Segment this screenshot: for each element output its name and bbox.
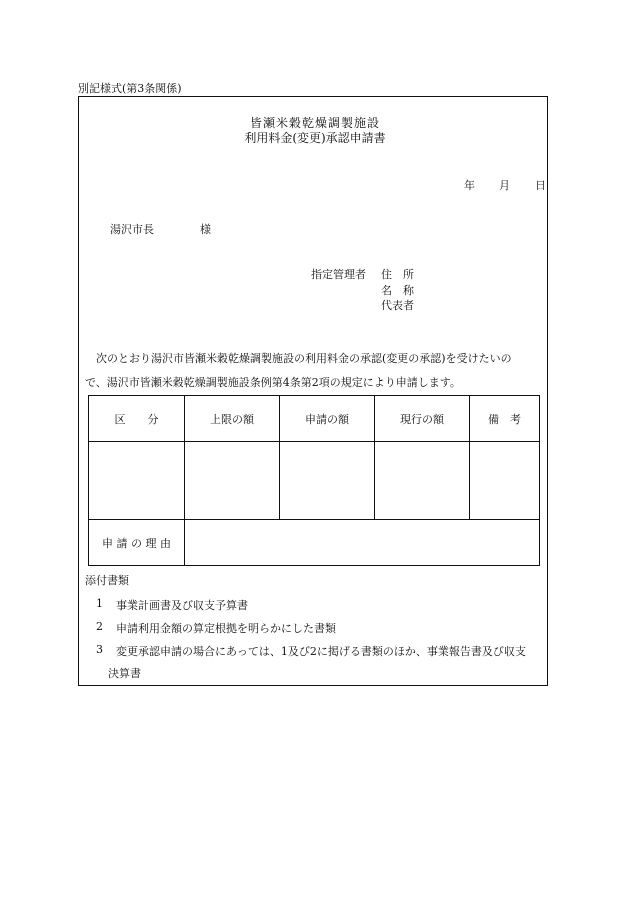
reason-cell: [185, 520, 540, 566]
date-year-label: 年: [464, 179, 475, 192]
applicant-address-label: 住 所: [381, 268, 414, 281]
attachment-number: 3: [96, 643, 103, 656]
header-remarks: 備 考: [470, 396, 540, 442]
attachment-text: 事業計画書及び収支予算書: [116, 599, 248, 612]
fee-table: [88, 395, 540, 566]
cell-current-amount: [375, 442, 470, 520]
addressee-honorific: 様: [200, 223, 211, 236]
cell-category: [89, 442, 185, 520]
attachment-text-continued: 決算書: [108, 667, 141, 680]
header-upper-limit: 上限の額: [185, 396, 280, 442]
body-text-line2: で、湯沢市皆瀬米穀乾燥調製施設条例第4条第2項の規定により申請します。: [85, 376, 461, 389]
cell-upper-limit: [185, 442, 280, 520]
table-header-row: [89, 396, 540, 442]
applicant-label: 指定管理者: [311, 268, 366, 281]
attachment-text: 変更承認申請の場合にあっては、1及び2に掲げる書類のほか、事業報告書及び収支: [116, 645, 526, 658]
cell-requested-amount: [280, 442, 375, 520]
header-category: 区 分: [89, 396, 185, 442]
cell-remarks: [470, 442, 540, 520]
table-row: [89, 442, 540, 520]
attachments-title: 添付書類: [85, 574, 129, 587]
attachment-number: 1: [96, 597, 103, 610]
header-requested-amount: 申請の額: [280, 396, 375, 442]
date-day-label: 日: [535, 179, 546, 192]
attachment-number: 2: [96, 620, 103, 633]
document-title: 皆瀬米穀乾燥調製施設: [249, 116, 380, 130]
document-subtitle: 利用料金(変更)承認申請書: [244, 131, 386, 145]
date-month-label: 月: [499, 179, 510, 192]
applicant-name-label: 名 称: [381, 284, 414, 297]
form-label: 別記様式(第3条関係): [78, 82, 182, 95]
body-text-line1: 次のとおり湯沢市皆瀬米穀乾燥調製施設の利用料金の承認(変更の承認)を受けたいの: [96, 352, 512, 365]
reason-row: [89, 520, 540, 566]
reason-label: 申 請 の 理 由: [89, 520, 185, 566]
attachment-text: 申請利用金額の算定根拠を明らかにした書類: [116, 622, 336, 635]
applicant-rep-label: 代表者: [381, 299, 414, 312]
addressee-name: 湯沢市長: [110, 223, 154, 236]
header-current-amount: 現行の額: [375, 396, 470, 442]
